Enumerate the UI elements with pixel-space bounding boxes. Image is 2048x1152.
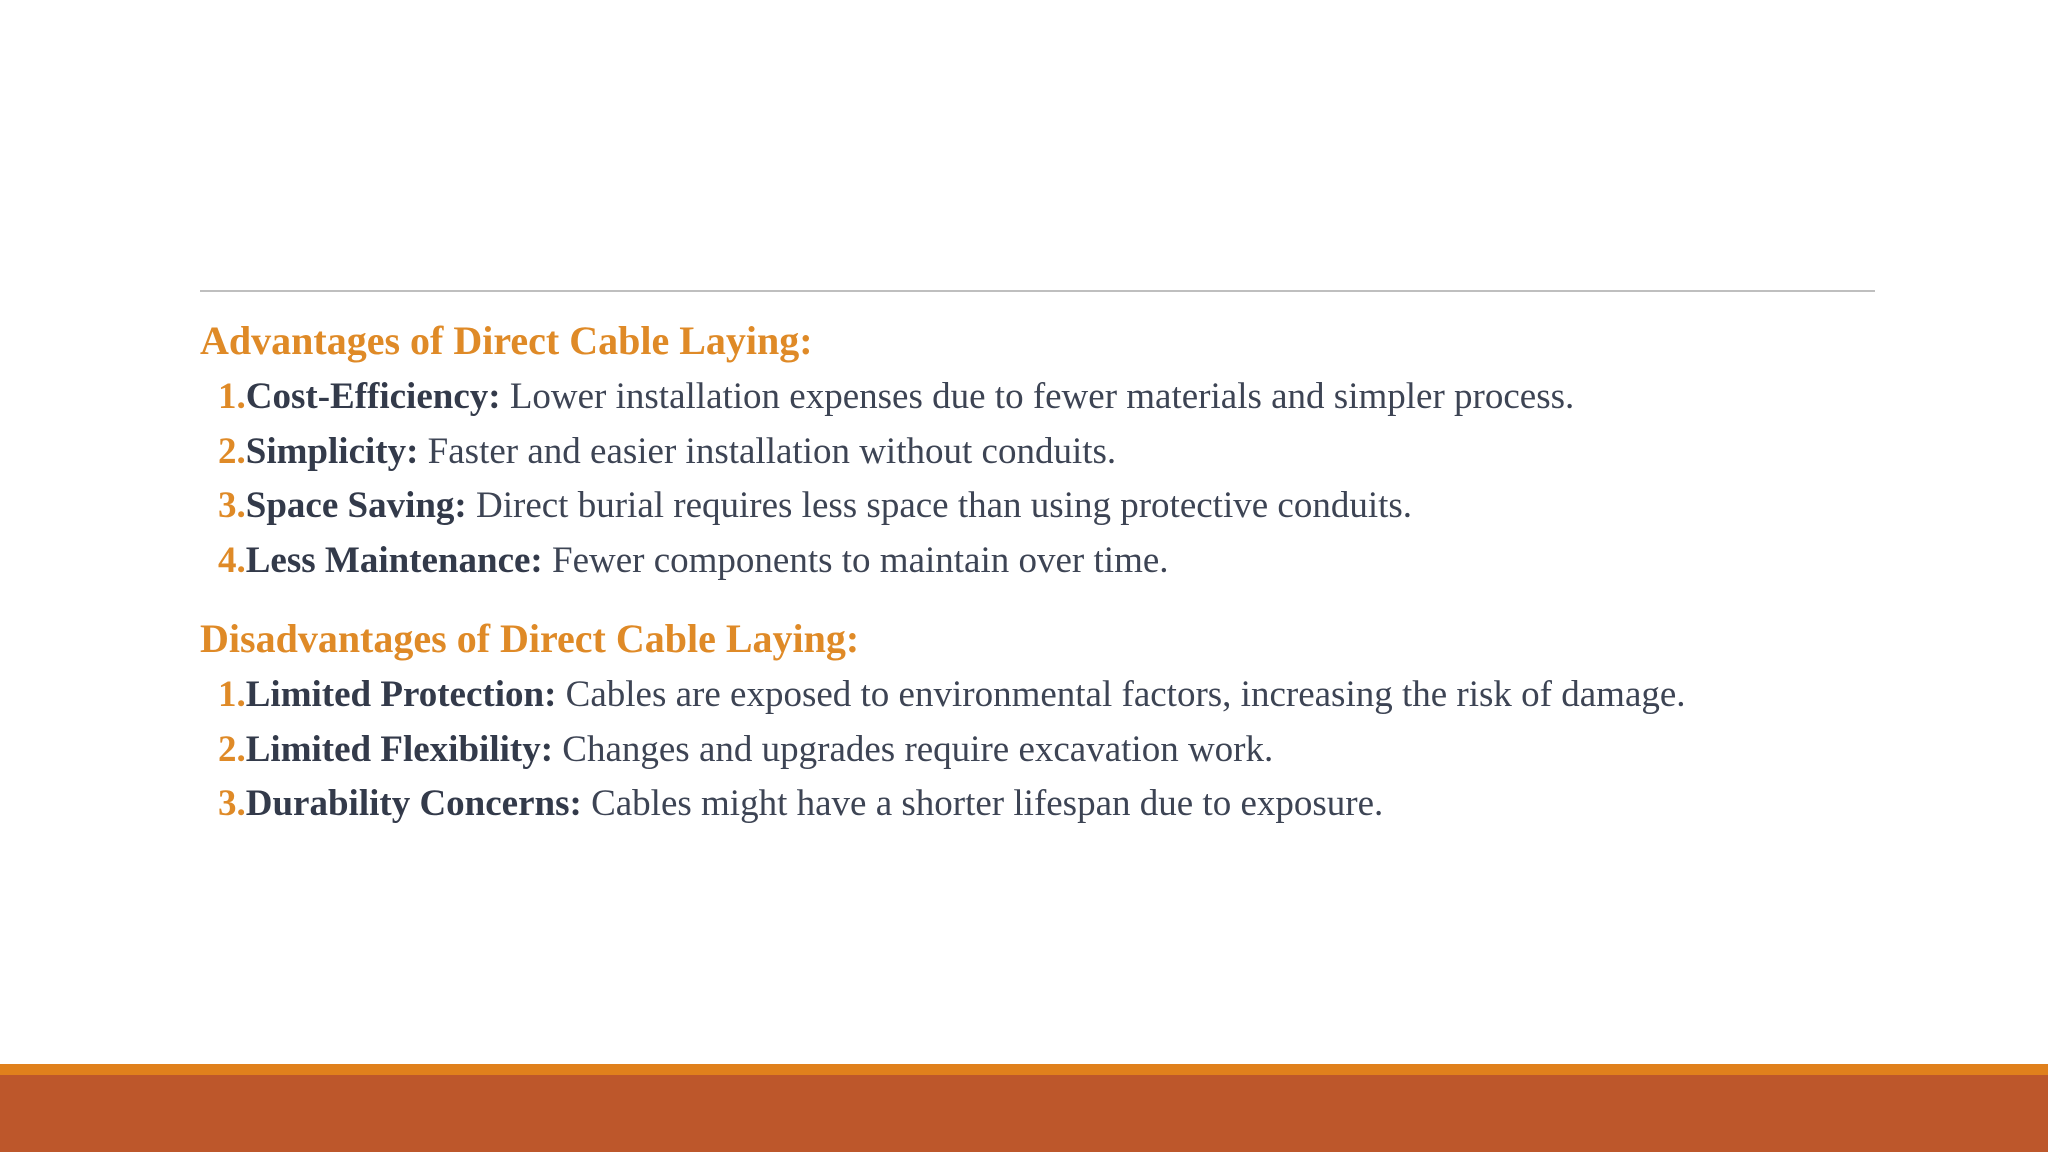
item-number: 2. [218,728,246,770]
item-term: Simplicity: [245,430,419,472]
item-number: 2. [218,430,246,472]
list-item [218,777,1900,832]
advantages-list [200,370,1900,588]
item-description: Changes and upgrades require excavation work. [553,728,1274,770]
item-term: Limited Flexibility: [245,728,554,770]
title-divider [200,290,1875,292]
item-term: Cost-Efficiency: [245,376,501,417]
footer-bar [0,1075,2048,1152]
list-item [218,425,1900,480]
disadvantages-section [200,610,1900,832]
item-description: Cables are exposed to environmental factors, increasing the risk of damage. [556,674,1686,715]
list-item [218,370,1900,425]
item-description: Cables might have a shorter lifespan due to exposure. [581,783,1384,824]
list-item [218,668,1900,723]
footer-accent-stripe [0,1064,2048,1075]
item-term: Durability Concerns: [245,783,582,824]
item-term: Less Maintenance: [245,539,543,581]
list-item [218,479,1900,534]
list-item [218,534,1900,589]
item-number: 1. [218,376,246,417]
item-description: Direct burial requires less space than using protective conduits. [466,485,1413,526]
item-description: Fewer components to maintain over time. [542,539,1169,581]
disadvantages-list [200,668,1900,832]
item-term: Space Saving: [245,485,467,526]
advantages-section [200,312,1900,588]
item-number: 3. [218,485,246,526]
slide-content [200,312,1900,832]
item-description: Faster and easier installation without conduits. [418,430,1117,472]
item-description: Lower installation expenses due to fewer materials and simpler process. [500,376,1575,417]
list-item [218,723,1900,778]
disadvantages-heading: Disadvantages of Direct Cable Laying: [200,616,860,661]
item-number: 4. [218,539,246,581]
advantages-heading: Advantages of Direct Cable Laying: [200,318,813,363]
item-number: 1. [218,674,246,715]
item-term: Limited Protection: [245,674,557,715]
item-number: 3. [218,783,246,824]
